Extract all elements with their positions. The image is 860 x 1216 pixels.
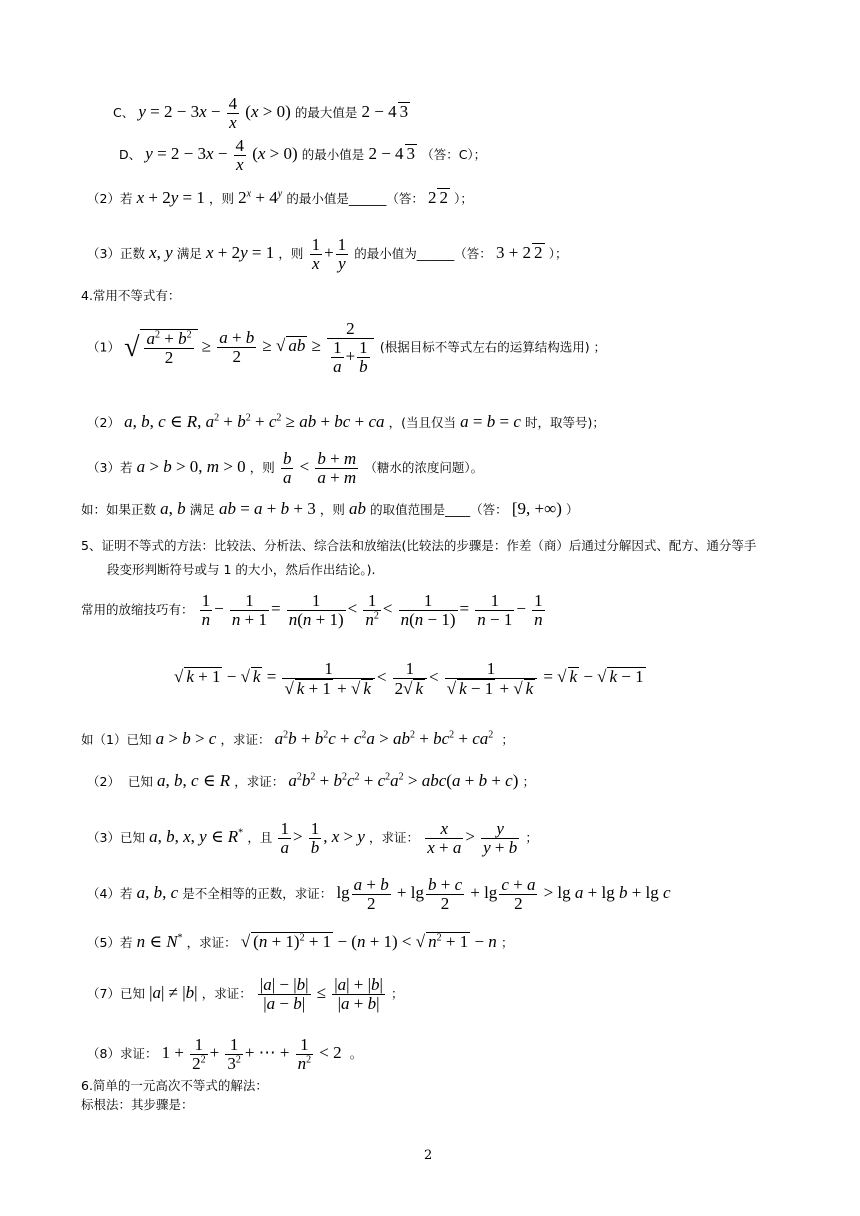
proof-example-4: （4）若 a, b, c 是不全相等的正数，求证： lg $\frac{a + b}{2}$ + lg $\frac{b + c}{2}$ + lg $\frac{c + a}{2}$ > lg a + lg b + lg c: [87, 875, 671, 913]
section-4-title: 4.常用不等式有：: [81, 288, 181, 303]
proof-example-1: 如（1）已知 a > b > c ，求证： $a^2b + b^2c + c^2a > ab^2 + bc^2 + ca^2$ ；: [81, 729, 514, 748]
scaling-label: 常用的放缩技巧有：: [81, 601, 194, 617]
proof-example-2: （2） 已知 a, b, c ∈ R ，求证： $a^2b^2 + b^2c^2 + c^2a^2 > abc(a + b + c)$ ；: [87, 771, 536, 790]
section-5-line-2: 段变形判断符号或与 1 的大小，然后作出结论。).: [107, 562, 376, 577]
page-number: 2: [424, 1148, 433, 1163]
section-6-subtitle: 标根法：其步骤是：: [81, 1097, 194, 1112]
option-c: C、 y = 2 − 3x − $\frac{4}{x}$ (x > 0) 的最大值是 2 − 4 3: [113, 94, 409, 132]
inequality-4-1: （1） √ $\frac{a^2 + b^2}{2}$ ≥ $\frac{a + b}{2}$ ≥ √ ab ≥ 2 $\frac{1}{a}$ + $\frac{1}{b}$ (根据目标不等式左右的运算结构选用) ；: [87, 319, 607, 376]
proof-example-8: （8）求证： 1 + $\frac{1}{2^2}$ + $\frac{1}{3^2}$ + ⋯ + $\frac{1}{n^2}$ < 2 。: [87, 1035, 363, 1073]
section-5-line-1: 5、证明不等式的方法：比较法、分析法、综合法和放缩法(比较法的步骤是：作差（商）后通过分解因式、配方、通分等手: [81, 538, 757, 553]
proof-example-7: （7）已知 |a| ≠ |b| ，求证： $\frac{|a| - |b|}{|a - b|}$ ≤ $\frac{|a| + |b|}{|a + b|}$ ；: [87, 975, 404, 1013]
example-line: 如：如果正数 a, b 满足 ab = a + b + 3 ，则 ab 的取值范围是____（答： [9, +∞) ）: [81, 499, 579, 518]
proof-example-3: （3）已知 a, b, x, y ∈ R* ，且 $\frac{1}{a}$ > $\frac{1}{b}$ , x > y ，求证： $\frac{x}{x + a}$ > $\frac{y}{y + b}$ ；: [87, 819, 538, 857]
scaling-line-1: 常用的放缩技巧有： $\frac{1}{n}$ − $\frac{1}{n + 1}$ = $\frac{1}{n(n + 1)}$ < $\frac{1}{n^2}$ < $\frac{1}{n(n - 1)}$ = $\frac{1}{n - 1}$ − $\frac{1}{n}$: [81, 591, 543, 629]
inequality-4-2: （2） a, b, c ∈ R, $a^2 + b^2 + c^2$ ≥ ab + bc + ca ，(当且仅当 a = b = c 时，取等号)；: [87, 412, 605, 431]
question-3: （3）正数 x, y 满足 x + 2y = 1 ，则 $\frac{1}{x}$ + $\frac{1}{y}$ 的最小值为______（答： 3 + 2 2 ）；: [87, 235, 568, 273]
section-6-title: 6.简单的一元高次不等式的解法：: [81, 1078, 268, 1093]
proof-example-5: （5）若 n ∈ N* ，求证： √ $(n + 1)^2 + 1 - (n + 1)$ < √ $n^2 + 1 - n$ ；: [87, 932, 514, 951]
option-d: D、 y = 2 − 3x − $\frac{4}{x}$ (x > 0) 的最小值是 2 − 4 3 （答：C）；: [119, 136, 487, 174]
scaling-line-2: √ k + 1 − √ k = $\frac{1}{√ k + 1 + √ k}$ < $\frac{1}{2√ k}$ < $\frac{1}{√ k - 1 + √ k}$ = √ k − √ k − 1: [174, 659, 644, 698]
inequality-4-3: （3）若 a > b > 0, m > 0 ，则 $\frac{b}{a}$ < $\frac{b + m}{a + m}$ （糖水的浓度问题）。: [87, 449, 484, 487]
question-2: （2）若 x + 2y = 1 ，则 $2^x + 4^y$ 的最小值是______（答： 2 2 ）；: [87, 188, 473, 207]
